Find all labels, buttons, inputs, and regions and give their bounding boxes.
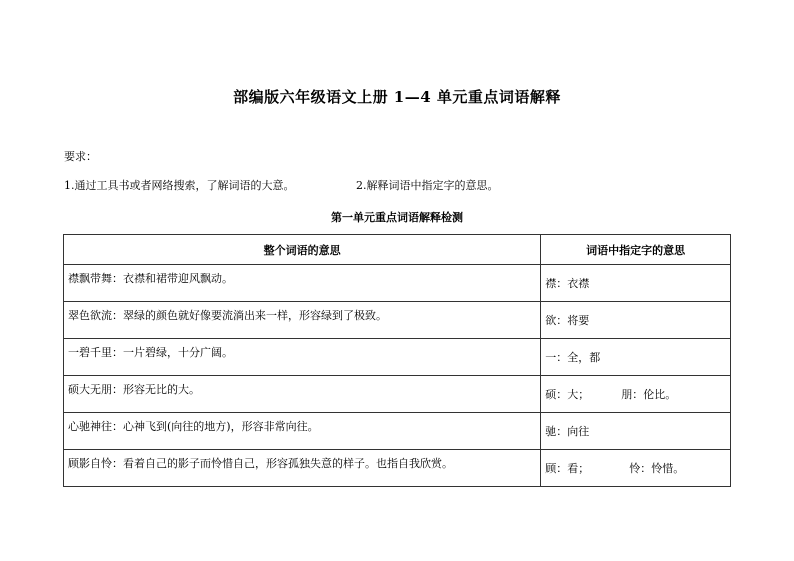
char-meaning-b: 怜：怜惜。 (629, 462, 685, 475)
word-meaning-cell: 一碧千里：一片碧绿，十分广阔。 (64, 339, 541, 376)
table-row (64, 302, 731, 339)
char-meaning-cell: 襟：衣襟 (541, 265, 731, 302)
char-meaning-cell: 欲：将要 (541, 302, 731, 339)
table-row (64, 339, 731, 376)
char-meaning-a: 顾：看； (545, 462, 590, 475)
char-meaning-cell: 驰：向往 (541, 413, 731, 450)
header-char-meaning: 词语中指定字的意思 (541, 235, 731, 265)
table-row (64, 376, 731, 413)
word-meaning-cell: 硕大无朋：形容无比的大。 (64, 376, 541, 413)
char-meaning-a: 硕：大； (545, 388, 590, 401)
requirements-label: 要求： (64, 150, 97, 163)
word-meaning-cell: 翠色欲流：翠绿的颜色就好像要流淌出来一样，形容绿到了极致。 (64, 302, 541, 339)
char-meaning-cell (541, 450, 731, 487)
vocabulary-table (63, 234, 731, 487)
page-title: 部编版六年级语文上册 1—4 单元重点词语解释 (233, 88, 561, 106)
word-meaning-cell: 顾影自怜：看着自己的影子而怜惜自己，形容孤独失意的样子。也指自我欣赏。 (64, 450, 541, 487)
header-word-meaning: 整个词语的意思 (64, 235, 541, 265)
requirement-item-1: 1.通过工具书或者网络搜索，了解词语的大意。 (64, 179, 295, 192)
table-row (64, 413, 731, 450)
char-meaning-cell (541, 376, 731, 413)
table-row (64, 265, 731, 302)
table-header-row (64, 235, 731, 265)
requirement-item-2: 2.解释词语中指定字的意思。 (356, 179, 499, 192)
word-meaning-cell: 心驰神往：心神飞到(向往的地方)，形容非常向往。 (64, 413, 541, 450)
table-row (64, 450, 731, 487)
char-meaning-b: 朋：伦比。 (621, 388, 677, 401)
word-meaning-cell: 襟飘带舞：衣襟和裙带迎风飘动。 (64, 265, 541, 302)
char-meaning-cell: 一：全，都 (541, 339, 731, 376)
section-title: 第一单元重点词语解释检测 (331, 211, 463, 224)
